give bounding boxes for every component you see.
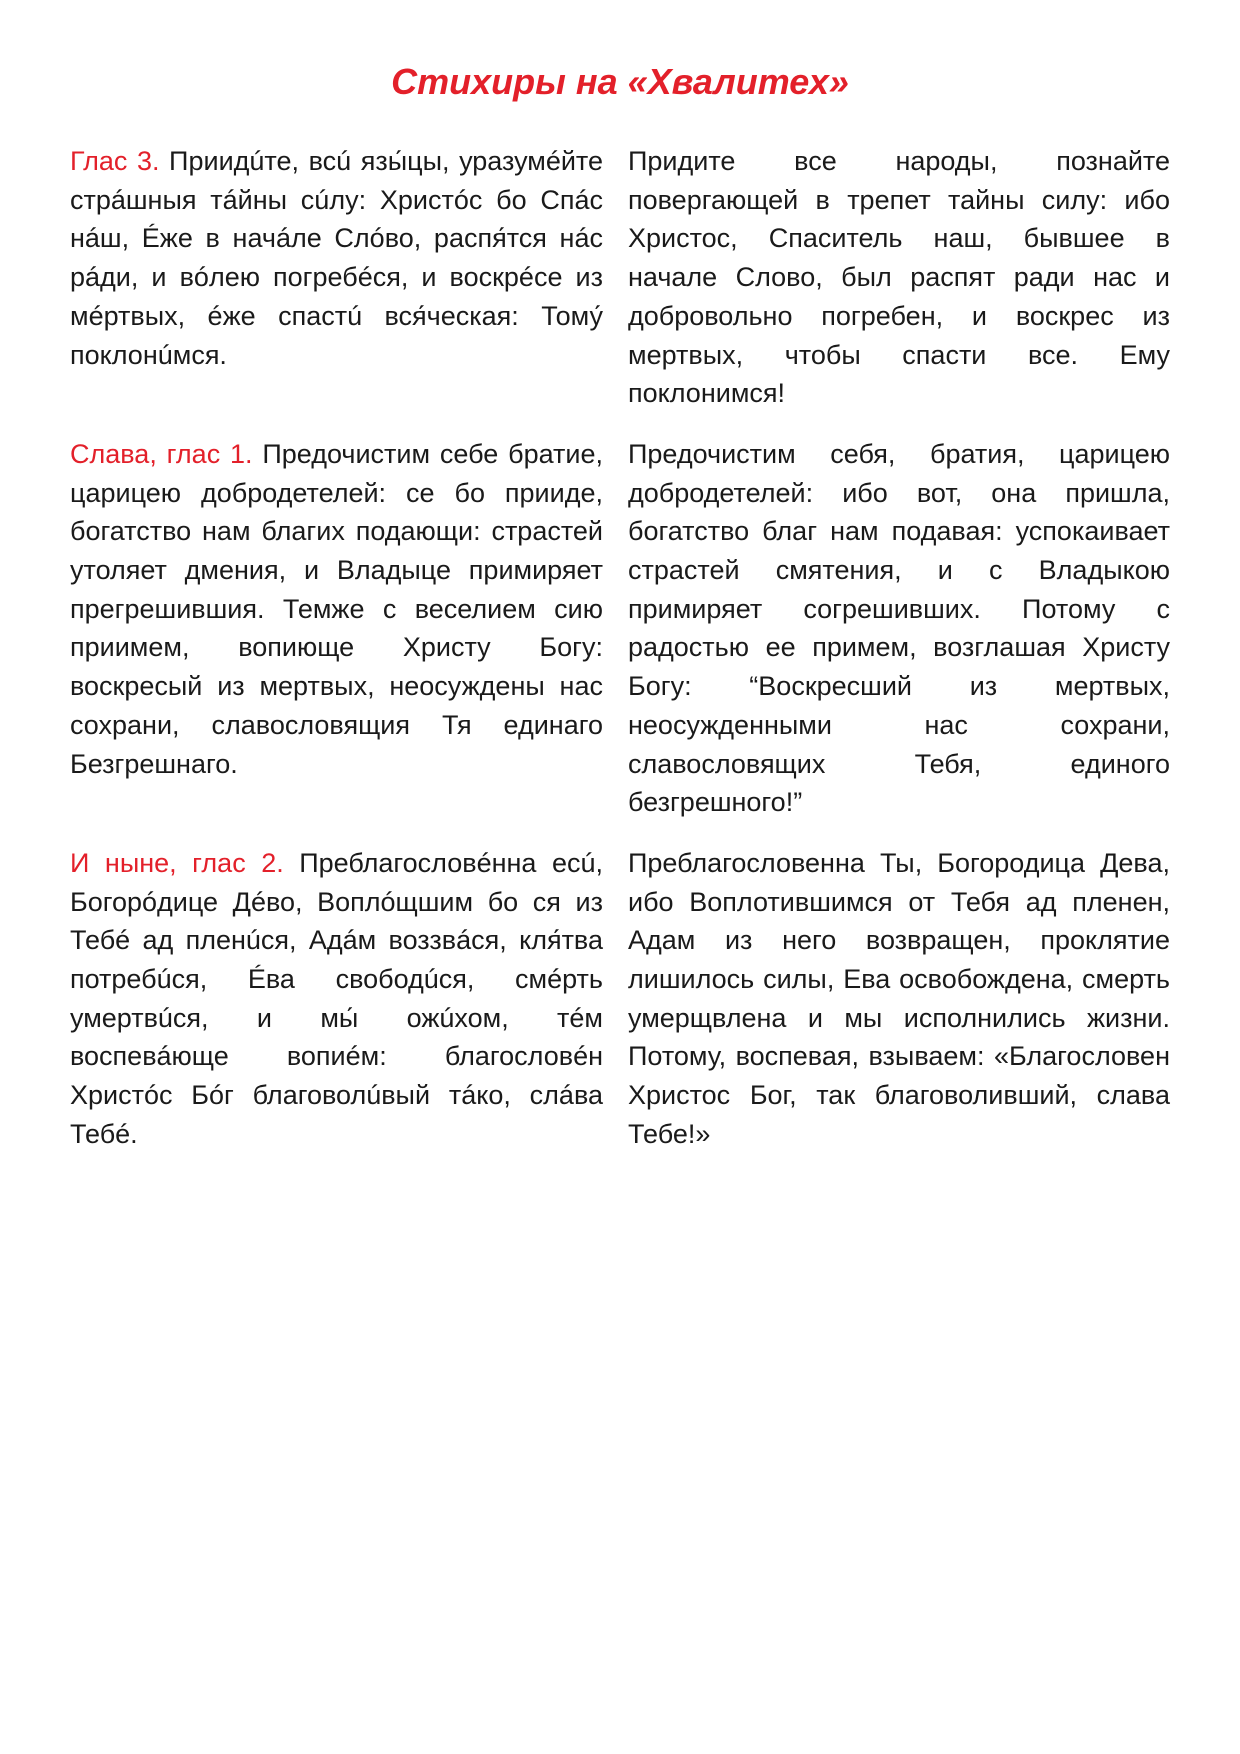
slavonic-text [70,435,603,822]
section-label: И ныне, глас 2. [70,847,284,878]
slavonic-text [70,844,603,1154]
page-title: Стихиры на «Хвалитех» [391,61,849,102]
parallel-text [70,142,1170,1176]
russian-text: Придите все народы, познайте повергающей в трепет тайны силу: ибо Христос, Спаситель наш, бывшее в начале Слово, был распят ради нас и добровольно погребен, и воскрес из мертвых, чтобы спасти все. Ему поклонимся! [628,146,1170,409]
slavonic-body: Преблагословéнна есú, Богорóдице Дéво, Воплóщшим бо ся из Тебé ад пленúся, Адáм воззвáся, кля́тва потребúся, Éва свободúся, смéрть умертвúся, и мы́ ожúхом, тéм воспевáюще вопиéм: благословéн Христóс Бóг благоволúвый тáко, слáва Тебé. [70,847,603,1149]
section-label: Глас 3. [70,146,160,176]
slavonic-body: Предочистим себе братие, царицею добродетелей: се бо прииде, богатство нам благих подающи: страстей утоляет дмения, и Владыце примиряет прегрешившия. Темже с веселием сию приимем, вопиюще Христу Богу: воскресый из мертвых, неосуждены нас сохрани, славословящия Тя единаго Безгрешнаго. [70,438,603,779]
slavonic-body: Приидúте, всú язы́цы, уразумéйте стрáшныя тáйны сúлу: Христóс бо Спáс нáш, Éже в начáле Слóво, распя́тся нáс рáди, и вóлею погребéся, и воскрéсе из мéртвых, éже спастú вся́ческая: Тому́ поклонúмся. [70,146,604,370]
section-glas-3 [70,142,1170,413]
slavonic-text [70,142,603,413]
section-slava-glas-1 [70,435,1170,822]
section-label: Слава, глас 1. [70,438,253,469]
russian-text: Предочистим себя, братия, царицею добродетелей: ибо вот, она пришла, богатство благ нам подавая: успокаивает страстей смятения, и с Владыкою примиряет согрешивших. Потому с радостью ее примем, возглашая Христу Богу: “Воскресший из мертвых, неосужденными нас сохрани, славословящих Тебя, единого безгрешного!” [628,438,1170,818]
russian-text: Преблагословенна Ты, Богородица Дева, ибо Воплотившимся от Тебя ад пленен, Адам из него возвращен, проклятие лишилось силы, Ева освобождена, смерть умерщвлена и мы исполнились жизни. Потому, воспевая, взываем: «Благословен Христос Бог, так благоволивший, слава Тебе!» [628,847,1170,1149]
section-i-nyne-glas-2 [70,844,1170,1154]
